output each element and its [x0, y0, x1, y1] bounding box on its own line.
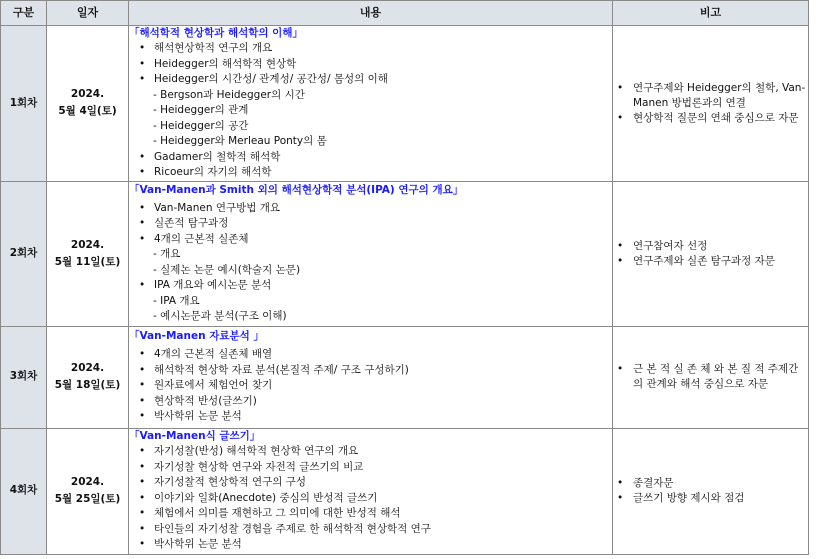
date-cell	[47, 181, 129, 326]
content-cell	[129, 26, 613, 182]
date-year: 2024.	[70, 238, 105, 251]
content-list	[129, 41, 612, 181]
note-item: • 연구주제와 Heidegger의 철학, Van-Manen 방법론과의 연결	[613, 81, 808, 111]
session-title: 「Van-Manen식 글쓰기」	[129, 430, 261, 443]
list-item: • 박사학위 논문 분석	[129, 409, 612, 425]
content-cell	[129, 181, 613, 326]
list-item: • Gadamer의 철학적 해석학	[129, 150, 612, 166]
date-day: 5월 25일(토)	[54, 493, 121, 505]
table-row	[1, 26, 809, 182]
note-item: • 근 본 적 실 존 체 와 본 질 적 주제간의 관계와 해석 중심으로 자문	[613, 362, 808, 392]
note-cell	[613, 26, 809, 182]
list-item: • 해석학적 현상학 자료 분석(본질적 주제/ 구조 구성하기)	[129, 363, 612, 379]
header-date: 일자	[47, 1, 129, 26]
date-cell	[47, 428, 129, 554]
date-year: 2024.	[70, 362, 105, 374]
list-item: • 체험에서 의미를 재현하고 그 의미에 대한 반성적 해석	[129, 506, 612, 522]
content-list	[129, 198, 612, 325]
content-cell	[129, 428, 613, 554]
session-cell: 2회차	[1, 181, 47, 326]
date-year: 2024.	[70, 476, 105, 488]
session-title: 「해석학적 현상학과 해석학의 이해」	[129, 27, 303, 39]
sub-list-item: - 예시논문과 분석(구조 이해)	[153, 310, 287, 322]
date-day: 5월 4일(토)	[58, 105, 117, 118]
list-item: • 실존적 탐구과정	[129, 216, 612, 232]
sub-list-item: - IPA 개요	[153, 294, 200, 307]
date-day: 5월 11일(토)	[54, 255, 121, 268]
list-item: • 자기성찰(반성) 해석학적 현상학 연구의 개요	[129, 444, 612, 460]
session-title: 「Van-Manen과 Smith 외의 해석현상학적 분석(IPA) 연구의 개요」	[129, 183, 464, 196]
content-list	[129, 444, 612, 553]
header-session: 구분	[1, 1, 47, 26]
date-cell	[47, 326, 129, 428]
list-item: • 4개의 근본적 실존체	[129, 232, 612, 248]
note-item: • 현상학적 질문의 연쇄 중심으로 자문	[613, 111, 808, 126]
note-item: • 연구참여자 선정	[613, 239, 808, 254]
list-item: • 타인들의 자기성찰 경험을 주제로 한 해석학적 현상학적 연구	[129, 522, 612, 538]
note-cell	[613, 181, 809, 326]
table-row	[1, 181, 809, 326]
list-item: • IPA 개요와 예시논문 분석	[129, 278, 612, 294]
sub-list-item: - 개요	[153, 248, 181, 260]
list-item: • Heidegger의 시간성/ 관계성/ 공간성/ 몸성의 이해	[129, 72, 612, 88]
content-list	[129, 344, 612, 425]
list-item: • Van-Manen 연구방법 개요	[129, 201, 612, 217]
sub-list-item: - Heidegger의 공간	[153, 119, 249, 132]
list-item: • Heidegger의 해석학적 현상학	[129, 57, 612, 73]
list-item: • 박사학위 논문 분석	[129, 537, 612, 553]
note-cell	[613, 326, 809, 428]
list-item: • 원자료에서 체험언어 찾기	[129, 378, 612, 394]
sub-list-item: - Heidegger의 관계	[153, 104, 249, 116]
session-cell: 1회차	[1, 26, 47, 182]
list-item: • 해석현상학적 연구의 개요	[129, 41, 612, 57]
sub-list-item: - Heidegger와 Merleau Ponty의 몸	[153, 135, 327, 147]
list-item: • 자기성찰적 현상학적 연구의 구성	[129, 475, 612, 491]
list-item: • 이야기와 일화(Anecdote) 중심의 반성적 글쓰기	[129, 491, 612, 507]
session-cell: 3회차	[1, 326, 47, 428]
session-title: 「Van-Manen 자료분석 」	[129, 330, 264, 343]
header-note: 비고	[613, 1, 809, 26]
date-year: 2024.	[70, 88, 105, 101]
note-item: • 종결자문	[613, 476, 808, 491]
table-row	[1, 428, 809, 554]
header-content: 내용	[129, 1, 613, 26]
session-cell: 4회차	[1, 428, 47, 554]
note-cell	[613, 428, 809, 554]
list-item: • Ricoeur의 자기의 해석학	[129, 165, 612, 181]
date-cell	[47, 26, 129, 182]
content-cell	[129, 326, 613, 428]
note-item: • 글쓰기 방향 제시와 점검	[613, 491, 808, 506]
list-item: • 자기성찰 현상학 연구와 자전적 글쓰기의 비교	[129, 460, 612, 476]
table-row	[1, 326, 809, 428]
list-item: • 현상학적 반성(글쓰기)	[129, 394, 612, 410]
sub-list-item: - 실제논 논문 예시(학술지 논문)	[153, 263, 301, 276]
date-day: 5월 18일(토)	[54, 379, 121, 391]
list-item: • 4개의 근본적 실존체 배열	[129, 347, 612, 363]
table-header-row	[1, 1, 809, 26]
sub-list-item: - Bergson과 Heidegger의 시간	[153, 88, 305, 101]
note-item: • 연구주제와 실존 탐구과정 자문	[613, 254, 808, 269]
